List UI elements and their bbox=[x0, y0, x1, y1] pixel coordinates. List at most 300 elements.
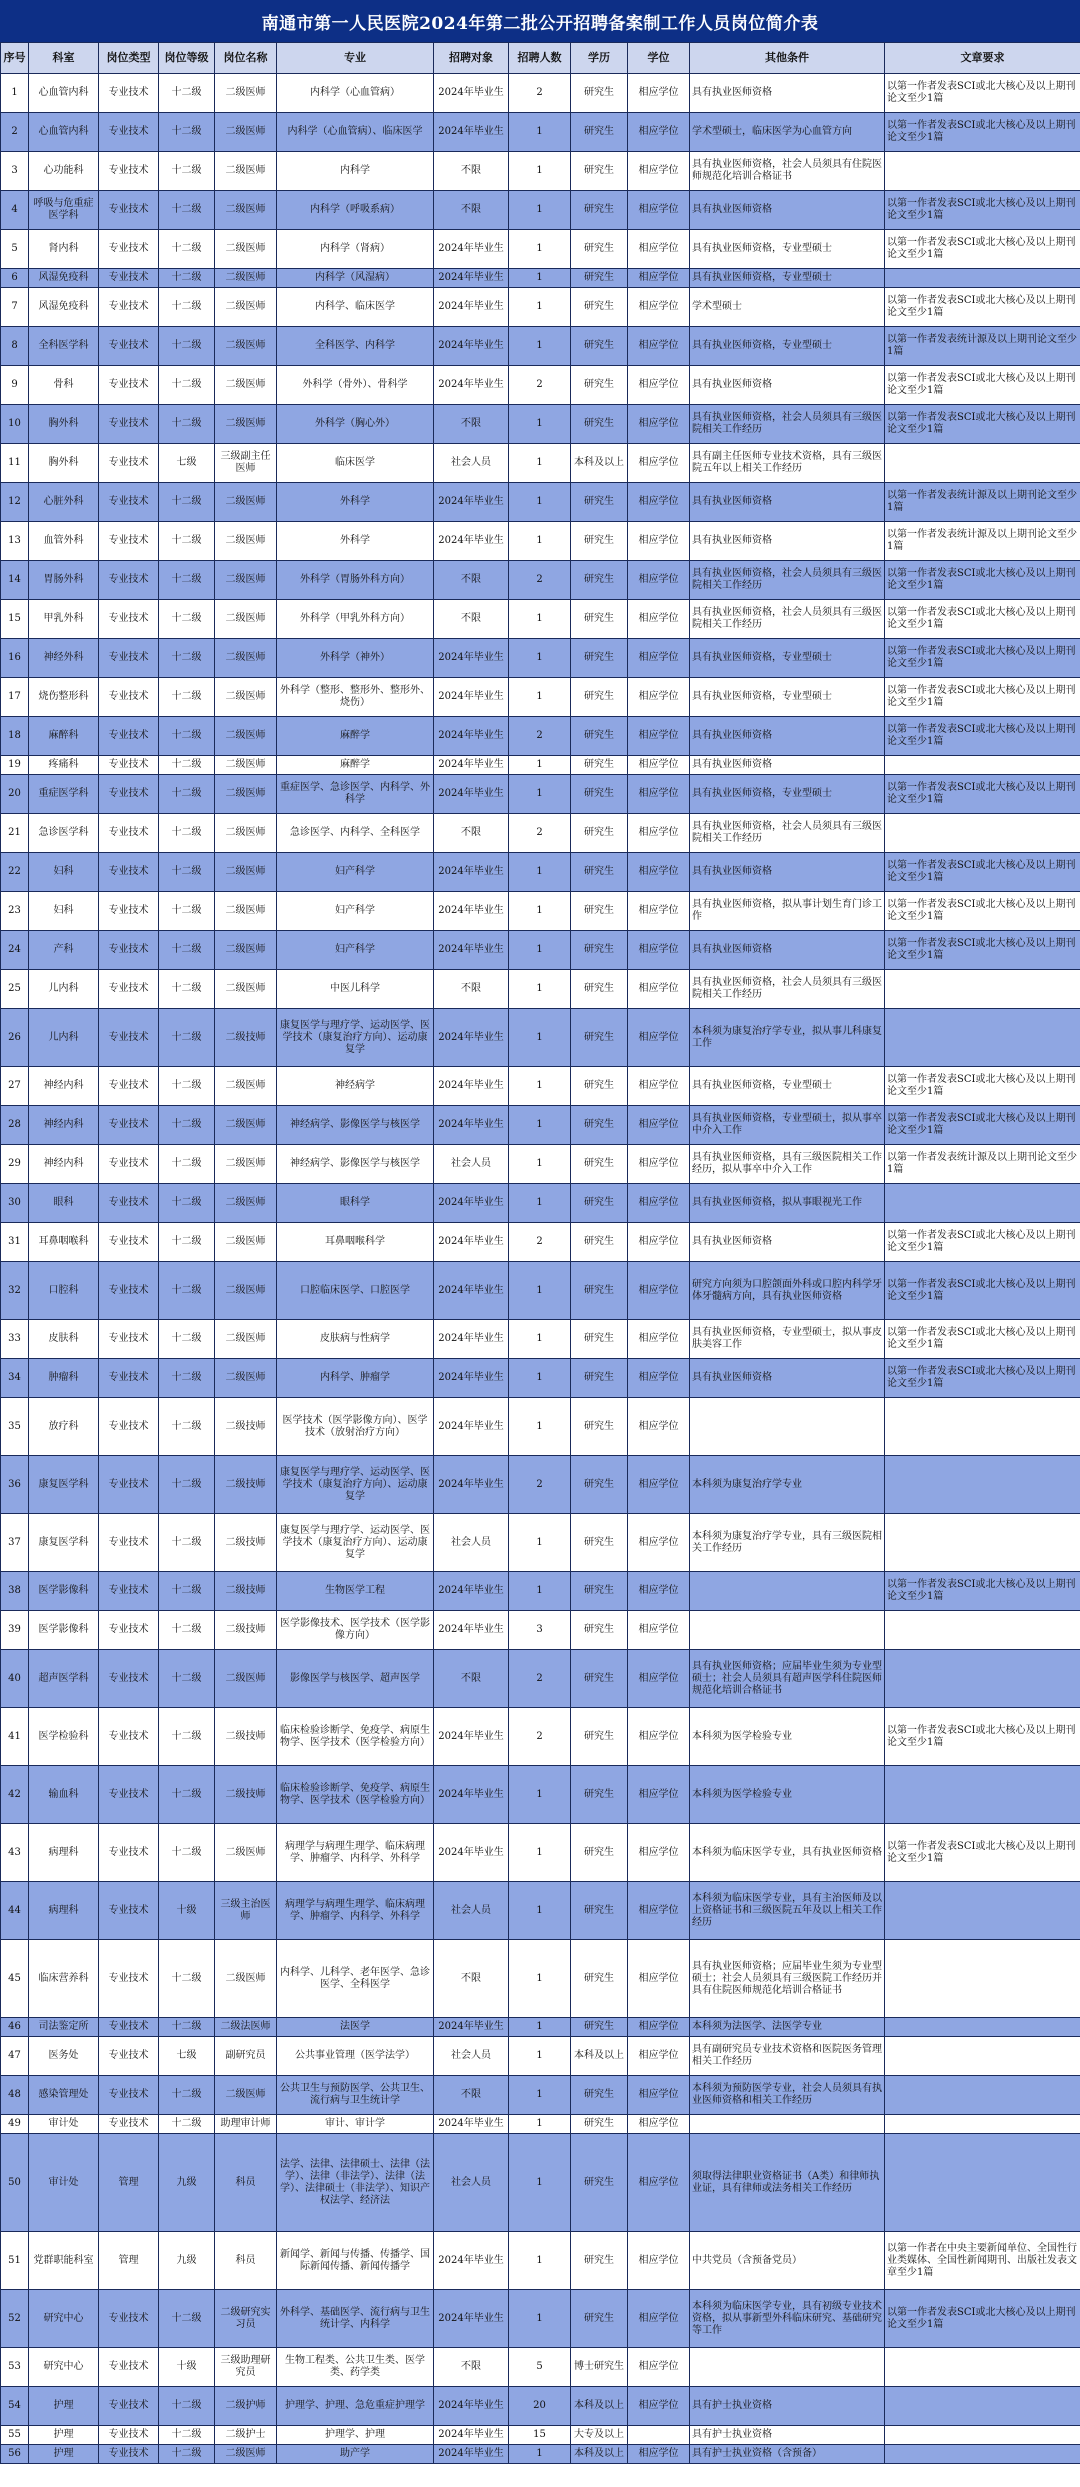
cell-major: 麻醉学 bbox=[277, 756, 434, 775]
cell-education: 研究生 bbox=[571, 678, 628, 717]
cell-post-name: 三级助理研究员 bbox=[215, 2348, 277, 2387]
cell-major: 外科学（甲乳外科方向） bbox=[277, 600, 434, 639]
cell-other: 本科须为康复治疗学专业 bbox=[690, 1456, 885, 1514]
cell-post-grade: 十二级 bbox=[159, 892, 215, 931]
table-row bbox=[1, 1611, 1080, 1650]
position-table bbox=[0, 42, 1080, 2464]
cell-major: 护理学、护理 bbox=[277, 2426, 434, 2445]
cell-degree: 相应学位 bbox=[628, 931, 690, 970]
cell-index: 35 bbox=[1, 1398, 29, 1456]
cell-index: 54 bbox=[1, 2387, 29, 2426]
cell-major: 内科学、临床医学 bbox=[277, 288, 434, 327]
cell-article: 以第一作者发表SCI或北大核心及以上期刊论文至少1篇 bbox=[885, 639, 1080, 678]
cell-index: 10 bbox=[1, 405, 29, 444]
cell-target: 2024年毕业生 bbox=[434, 775, 509, 814]
cell-index: 9 bbox=[1, 366, 29, 405]
cell-other: 本科须为临床医学专业，具有执业医师资格 bbox=[690, 1824, 885, 1882]
cell-post-type: 专业技术 bbox=[99, 2076, 159, 2115]
cell-other: 具有执业医师资格 bbox=[690, 853, 885, 892]
cell-target: 不限 bbox=[434, 191, 509, 230]
cell-post-grade: 十二级 bbox=[159, 1650, 215, 1708]
cell-target: 不限 bbox=[434, 152, 509, 191]
cell-count: 1 bbox=[509, 1398, 571, 1456]
table-row bbox=[1, 2018, 1080, 2037]
cell-major: 公共事业管理（医学法学） bbox=[277, 2037, 434, 2076]
cell-degree: 相应学位 bbox=[628, 970, 690, 1009]
cell-post-type: 专业技术 bbox=[99, 1106, 159, 1145]
cell-post-name: 三级副主任医师 bbox=[215, 444, 277, 483]
cell-count: 2 bbox=[509, 74, 571, 113]
cell-count: 1 bbox=[509, 2290, 571, 2348]
cell-count: 2 bbox=[509, 1708, 571, 1766]
cell-count: 1 bbox=[509, 678, 571, 717]
cell-degree: 相应学位 bbox=[628, 2290, 690, 2348]
cell-major: 病理学与病理生理学、临床病理学、肿瘤学、内科学、外科学 bbox=[277, 1824, 434, 1882]
cell-index: 14 bbox=[1, 561, 29, 600]
table-row bbox=[1, 561, 1080, 600]
cell-department: 医学影像科 bbox=[29, 1572, 99, 1611]
cell-post-grade: 九级 bbox=[159, 2134, 215, 2232]
cell-post-name: 二级医师 bbox=[215, 1106, 277, 1145]
cell-post-type: 专业技术 bbox=[99, 931, 159, 970]
cell-post-grade: 十二级 bbox=[159, 1766, 215, 1824]
cell-department: 耳鼻咽喉科 bbox=[29, 1223, 99, 1262]
cell-department: 医学影像科 bbox=[29, 1611, 99, 1650]
cell-other: 本科须为预防医学专业，社会人员须具有执业医师资格和相关工作经历 bbox=[690, 2076, 885, 2115]
cell-article: 以第一作者发表SCI或北大核心及以上期刊论文至少1篇 bbox=[885, 405, 1080, 444]
cell-other bbox=[690, 2115, 885, 2134]
cell-other: 具有执业医师资格，专业型硕士 bbox=[690, 639, 885, 678]
cell-degree: 相应学位 bbox=[628, 756, 690, 775]
cell-degree: 相应学位 bbox=[628, 678, 690, 717]
cell-degree: 相应学位 bbox=[628, 191, 690, 230]
table-row bbox=[1, 366, 1080, 405]
cell-other: 具有执业医师资格 bbox=[690, 717, 885, 756]
cell-education: 大专及以上 bbox=[571, 2426, 628, 2445]
cell-department: 神经内科 bbox=[29, 1067, 99, 1106]
cell-index: 8 bbox=[1, 327, 29, 366]
cell-post-name: 二级医师 bbox=[215, 1320, 277, 1359]
cell-department: 病理科 bbox=[29, 1882, 99, 1940]
table-row bbox=[1, 269, 1080, 288]
cell-count: 1 bbox=[509, 1009, 571, 1067]
cell-count: 1 bbox=[509, 288, 571, 327]
cell-degree: 相应学位 bbox=[628, 1223, 690, 1262]
cell-index: 55 bbox=[1, 2426, 29, 2445]
cell-degree: 相应学位 bbox=[628, 2387, 690, 2426]
cell-degree: 相应学位 bbox=[628, 775, 690, 814]
cell-count: 1 bbox=[509, 756, 571, 775]
cell-major: 临床检验诊断学、免疫学、病原生物学、医学技术（医学检验方向） bbox=[277, 1708, 434, 1766]
cell-post-type: 专业技术 bbox=[99, 1067, 159, 1106]
cell-count: 1 bbox=[509, 152, 571, 191]
cell-post-grade: 十二级 bbox=[159, 191, 215, 230]
cell-count: 2 bbox=[509, 1456, 571, 1514]
cell-other: 本科须为医学检验专业 bbox=[690, 1766, 885, 1824]
cell-post-grade: 十二级 bbox=[159, 2076, 215, 2115]
cell-post-grade: 十二级 bbox=[159, 113, 215, 152]
cell-post-grade: 十二级 bbox=[159, 1708, 215, 1766]
cell-post-name: 二级技师 bbox=[215, 1456, 277, 1514]
cell-other: 具有护士执业资格 bbox=[690, 2426, 885, 2445]
cell-degree: 相应学位 bbox=[628, 230, 690, 269]
cell-target: 2024年毕业生 bbox=[434, 931, 509, 970]
cell-degree: 相应学位 bbox=[628, 405, 690, 444]
cell-department: 皮肤科 bbox=[29, 1320, 99, 1359]
cell-degree: 相应学位 bbox=[628, 717, 690, 756]
table-row bbox=[1, 2348, 1080, 2387]
cell-degree: 相应学位 bbox=[628, 814, 690, 853]
cell-department: 血管外科 bbox=[29, 522, 99, 561]
cell-other: 具有执业医师资格，社会人员须具有三级医院相关工作经历 bbox=[690, 600, 885, 639]
table-row bbox=[1, 288, 1080, 327]
cell-degree: 相应学位 bbox=[628, 892, 690, 931]
cell-article: 以第一作者发表SCI或北大核心及以上期刊论文至少1篇 bbox=[885, 191, 1080, 230]
cell-department: 呼吸与危重症医学科 bbox=[29, 191, 99, 230]
cell-post-grade: 十二级 bbox=[159, 1456, 215, 1514]
cell-target: 2024年毕业生 bbox=[434, 1320, 509, 1359]
cell-count: 1 bbox=[509, 269, 571, 288]
header-col-degree: 学位 bbox=[628, 43, 690, 74]
cell-other: 具有执业医师资格，专业型硕士 bbox=[690, 1067, 885, 1106]
cell-article: 以第一作者发表SCI或北大核心及以上期刊论文至少1篇 bbox=[885, 74, 1080, 113]
cell-target: 不限 bbox=[434, 405, 509, 444]
cell-target: 不限 bbox=[434, 561, 509, 600]
cell-count: 2 bbox=[509, 1650, 571, 1708]
cell-article: 以第一作者发表SCI或北大核心及以上期刊论文至少1篇 bbox=[885, 1359, 1080, 1398]
cell-count: 2 bbox=[509, 561, 571, 600]
cell-post-name: 二级医师 bbox=[215, 756, 277, 775]
cell-department: 胸外科 bbox=[29, 444, 99, 483]
cell-post-type: 管理 bbox=[99, 2134, 159, 2232]
table-row bbox=[1, 152, 1080, 191]
cell-target: 社会人员 bbox=[434, 1514, 509, 1572]
cell-education: 研究生 bbox=[571, 1009, 628, 1067]
table-row bbox=[1, 678, 1080, 717]
cell-department: 审计处 bbox=[29, 2115, 99, 2134]
cell-post-name: 二级医师 bbox=[215, 269, 277, 288]
cell-index: 4 bbox=[1, 191, 29, 230]
table-row bbox=[1, 1223, 1080, 1262]
cell-count: 1 bbox=[509, 444, 571, 483]
cell-other: 本科须为康复治疗学专业，拟从事儿科康复工作 bbox=[690, 1009, 885, 1067]
cell-department: 党群职能科室 bbox=[29, 2232, 99, 2290]
cell-other: 具有执业医师资格，社会人员须具有三级医院相关工作经历 bbox=[690, 561, 885, 600]
table-row bbox=[1, 522, 1080, 561]
cell-post-name: 二级医师 bbox=[215, 366, 277, 405]
cell-other: 具有执业医师资格 bbox=[690, 1223, 885, 1262]
cell-major: 神经病学 bbox=[277, 1067, 434, 1106]
table-row bbox=[1, 931, 1080, 970]
cell-post-grade: 十二级 bbox=[159, 678, 215, 717]
cell-post-name: 二级医师 bbox=[215, 74, 277, 113]
cell-post-name: 二级护士 bbox=[215, 2426, 277, 2445]
cell-target: 2024年毕业生 bbox=[434, 1824, 509, 1882]
cell-post-name: 二级技师 bbox=[215, 1611, 277, 1650]
cell-count: 2 bbox=[509, 814, 571, 853]
cell-count: 1 bbox=[509, 522, 571, 561]
cell-other: 具有执业医师资格 bbox=[690, 931, 885, 970]
cell-department: 研究中心 bbox=[29, 2290, 99, 2348]
table-row bbox=[1, 444, 1080, 483]
cell-education: 研究生 bbox=[571, 1611, 628, 1650]
cell-count: 1 bbox=[509, 1359, 571, 1398]
cell-count: 15 bbox=[509, 2426, 571, 2445]
cell-post-name: 二级医师 bbox=[215, 191, 277, 230]
cell-major: 妇产科学 bbox=[277, 892, 434, 931]
cell-post-type: 专业技术 bbox=[99, 2445, 159, 2464]
cell-index: 53 bbox=[1, 2348, 29, 2387]
cell-article: 以第一作者发表SCI或北大核心及以上期刊论文至少1篇 bbox=[885, 230, 1080, 269]
cell-degree: 相应学位 bbox=[628, 152, 690, 191]
cell-post-type: 专业技术 bbox=[99, 892, 159, 931]
cell-count: 1 bbox=[509, 970, 571, 1009]
cell-index: 29 bbox=[1, 1145, 29, 1184]
cell-post-grade: 十二级 bbox=[159, 483, 215, 522]
cell-department: 风湿免疫科 bbox=[29, 288, 99, 327]
cell-department: 甲乳外科 bbox=[29, 600, 99, 639]
cell-degree: 相应学位 bbox=[628, 74, 690, 113]
cell-education: 研究生 bbox=[571, 1359, 628, 1398]
cell-major: 公共卫生与预防医学、公共卫生、流行病与卫生统计学 bbox=[277, 2076, 434, 2115]
cell-department: 医学检验科 bbox=[29, 1708, 99, 1766]
cell-post-grade: 十二级 bbox=[159, 775, 215, 814]
cell-post-type: 专业技术 bbox=[99, 1398, 159, 1456]
cell-post-name: 二级医师 bbox=[215, 1184, 277, 1223]
cell-major: 病理学与病理生理学、临床病理学、肿瘤学、内科学、外科学 bbox=[277, 1882, 434, 1940]
cell-post-grade: 十级 bbox=[159, 1882, 215, 1940]
cell-post-grade: 十级 bbox=[159, 2348, 215, 2387]
cell-education: 研究生 bbox=[571, 814, 628, 853]
cell-count: 20 bbox=[509, 2387, 571, 2426]
cell-article bbox=[885, 1611, 1080, 1650]
cell-education: 研究生 bbox=[571, 288, 628, 327]
cell-post-name: 二级医师 bbox=[215, 1650, 277, 1708]
cell-post-grade: 十二级 bbox=[159, 288, 215, 327]
table-row bbox=[1, 2134, 1080, 2232]
cell-post-name: 二级医师 bbox=[215, 561, 277, 600]
cell-target: 2024年毕业生 bbox=[434, 2232, 509, 2290]
cell-index: 16 bbox=[1, 639, 29, 678]
cell-post-type: 专业技术 bbox=[99, 2348, 159, 2387]
cell-index: 11 bbox=[1, 444, 29, 483]
cell-other: 研究方向须为口腔颌面外科或口腔内科学牙体牙髓病方向，具有执业医师资格 bbox=[690, 1262, 885, 1320]
table-row bbox=[1, 1398, 1080, 1456]
cell-target: 2024年毕业生 bbox=[434, 269, 509, 288]
cell-target: 2024年毕业生 bbox=[434, 756, 509, 775]
cell-education: 研究生 bbox=[571, 1456, 628, 1514]
cell-post-name: 二级技师 bbox=[215, 1009, 277, 1067]
cell-major: 临床检验诊断学、免疫学、病原生物学、医学技术（医学检验方向） bbox=[277, 1766, 434, 1824]
table-row bbox=[1, 775, 1080, 814]
table-row bbox=[1, 2115, 1080, 2134]
cell-index: 2 bbox=[1, 113, 29, 152]
cell-other bbox=[690, 1611, 885, 1650]
cell-degree: 相应学位 bbox=[628, 2134, 690, 2232]
cell-education: 研究生 bbox=[571, 775, 628, 814]
cell-department: 疼痛科 bbox=[29, 756, 99, 775]
cell-degree: 相应学位 bbox=[628, 1572, 690, 1611]
cell-post-grade: 十二级 bbox=[159, 1824, 215, 1882]
cell-article: 以第一作者发表统计源及以上期刊论文至少1篇 bbox=[885, 522, 1080, 561]
cell-article: 以第一作者发表SCI或北大核心及以上期刊论文至少1篇 bbox=[885, 288, 1080, 327]
cell-other: 学术型硕士 bbox=[690, 288, 885, 327]
cell-post-grade: 十二级 bbox=[159, 2290, 215, 2348]
cell-education: 研究生 bbox=[571, 1514, 628, 1572]
cell-education: 研究生 bbox=[571, 561, 628, 600]
header-col-post-type: 岗位类型 bbox=[99, 43, 159, 74]
cell-article bbox=[885, 2076, 1080, 2115]
cell-post-name: 二级医师 bbox=[215, 931, 277, 970]
cell-count: 5 bbox=[509, 2348, 571, 2387]
cell-major: 护理学、护理、急危重症护理学 bbox=[277, 2387, 434, 2426]
cell-post-grade: 十二级 bbox=[159, 756, 215, 775]
cell-post-grade: 十二级 bbox=[159, 1067, 215, 1106]
cell-post-type: 专业技术 bbox=[99, 678, 159, 717]
cell-other: 具有执业医师资格，专业型硕士 bbox=[690, 775, 885, 814]
cell-department: 神经内科 bbox=[29, 1106, 99, 1145]
cell-target: 2024年毕业生 bbox=[434, 1359, 509, 1398]
cell-count: 1 bbox=[509, 1145, 571, 1184]
table-row bbox=[1, 717, 1080, 756]
cell-post-name: 二级医师 bbox=[215, 814, 277, 853]
cell-other: 具有执业医师资格，专业型硕士，拟从事卒中介入工作 bbox=[690, 1106, 885, 1145]
cell-education: 研究生 bbox=[571, 2290, 628, 2348]
cell-degree: 相应学位 bbox=[628, 2115, 690, 2134]
header-col-department: 科室 bbox=[29, 43, 99, 74]
cell-education: 研究生 bbox=[571, 405, 628, 444]
table-row bbox=[1, 2290, 1080, 2348]
cell-index: 32 bbox=[1, 1262, 29, 1320]
cell-index: 47 bbox=[1, 2037, 29, 2076]
cell-education: 研究生 bbox=[571, 327, 628, 366]
cell-other: 中共党员（含预备党员） bbox=[690, 2232, 885, 2290]
cell-degree: 相应学位 bbox=[628, 1766, 690, 1824]
cell-other: 具有执业医师资格，专业型硕士 bbox=[690, 678, 885, 717]
cell-post-type: 专业技术 bbox=[99, 366, 159, 405]
cell-target: 社会人员 bbox=[434, 2037, 509, 2076]
cell-other: 本科须为临床医学专业，具有初级专业技术资格，拟从事新型外科临床研究、基础研究等工作 bbox=[690, 2290, 885, 2348]
cell-other: 本科须为法医学、法医学专业 bbox=[690, 2018, 885, 2037]
table-row bbox=[1, 756, 1080, 775]
cell-index: 46 bbox=[1, 2018, 29, 2037]
cell-index: 31 bbox=[1, 1223, 29, 1262]
cell-department: 急诊医学科 bbox=[29, 814, 99, 853]
cell-post-name: 二级医师 bbox=[215, 717, 277, 756]
cell-other: 本科须为医学检验专业 bbox=[690, 1708, 885, 1766]
cell-degree: 相应学位 bbox=[628, 2445, 690, 2464]
cell-post-name: 助理审计师 bbox=[215, 2115, 277, 2134]
cell-major: 医学技术（医学影像方向）、医学技术（放射治疗方向） bbox=[277, 1398, 434, 1456]
cell-index: 5 bbox=[1, 230, 29, 269]
cell-article bbox=[885, 970, 1080, 1009]
cell-target: 社会人员 bbox=[434, 1145, 509, 1184]
cell-count: 1 bbox=[509, 775, 571, 814]
cell-major: 内科学、儿科学、老年医学、急诊医学、全科医学 bbox=[277, 1940, 434, 2018]
cell-department: 心功能科 bbox=[29, 152, 99, 191]
cell-department: 审计处 bbox=[29, 2134, 99, 2232]
cell-post-type: 专业技术 bbox=[99, 717, 159, 756]
cell-education: 研究生 bbox=[571, 269, 628, 288]
cell-degree: 相应学位 bbox=[628, 269, 690, 288]
cell-post-type: 专业技术 bbox=[99, 327, 159, 366]
cell-index: 22 bbox=[1, 853, 29, 892]
cell-post-grade: 十二级 bbox=[159, 2426, 215, 2445]
cell-other: 具有执业医师资格，专业型硕士 bbox=[690, 230, 885, 269]
cell-education: 研究生 bbox=[571, 191, 628, 230]
cell-major: 法学、法律、法律硕士、法律（法学）、法律（非法学）、法律（法学）、法律硕士（非法学）、知识产权法学、经济法 bbox=[277, 2134, 434, 2232]
cell-education: 本科及以上 bbox=[571, 444, 628, 483]
cell-index: 26 bbox=[1, 1009, 29, 1067]
cell-article: 以第一作者发表SCI或北大核心及以上期刊论文至少1篇 bbox=[885, 1067, 1080, 1106]
cell-target: 2024年毕业生 bbox=[434, 327, 509, 366]
header-col-other: 其他条件 bbox=[690, 43, 885, 74]
cell-target: 2024年毕业生 bbox=[434, 113, 509, 152]
cell-article: 以第一作者在中央主要新闻单位、全国性行业类媒体、全国性新闻期刊、出版社发表文章至少1篇 bbox=[885, 2232, 1080, 2290]
cell-target: 不限 bbox=[434, 1940, 509, 2018]
cell-major: 新闻学、新闻与传播、传播学、国际新闻传播、新闻传播学 bbox=[277, 2232, 434, 2290]
cell-education: 研究生 bbox=[571, 717, 628, 756]
cell-post-type: 专业技术 bbox=[99, 1262, 159, 1320]
cell-post-type: 专业技术 bbox=[99, 444, 159, 483]
cell-department: 儿内科 bbox=[29, 1009, 99, 1067]
cell-post-type: 专业技术 bbox=[99, 561, 159, 600]
cell-post-name: 二级医师 bbox=[215, 853, 277, 892]
cell-degree: 相应学位 bbox=[628, 2232, 690, 2290]
cell-article: 以第一作者发表统计源及以上期刊论文至少1篇 bbox=[885, 1145, 1080, 1184]
header-col-article: 文章要求 bbox=[885, 43, 1080, 74]
cell-target: 2024年毕业生 bbox=[434, 678, 509, 717]
cell-department: 妇科 bbox=[29, 892, 99, 931]
cell-department: 心脏外科 bbox=[29, 483, 99, 522]
cell-target: 2024年毕业生 bbox=[434, 230, 509, 269]
cell-post-name: 二级医师 bbox=[215, 327, 277, 366]
cell-post-name: 二级医师 bbox=[215, 678, 277, 717]
cell-article bbox=[885, 1456, 1080, 1514]
cell-degree: 相应学位 bbox=[628, 1824, 690, 1882]
cell-target: 2024年毕业生 bbox=[434, 2115, 509, 2134]
cell-education: 研究生 bbox=[571, 152, 628, 191]
cell-post-type: 专业技术 bbox=[99, 2426, 159, 2445]
page-title: 南通市第一人民医院2024年第二批公开招聘备案制工作人员岗位简介表 bbox=[0, 0, 1080, 42]
cell-department: 麻醉科 bbox=[29, 717, 99, 756]
cell-post-type: 专业技术 bbox=[99, 775, 159, 814]
cell-article bbox=[885, 2348, 1080, 2387]
cell-department: 护理 bbox=[29, 2426, 99, 2445]
cell-post-name: 二级研究实习员 bbox=[215, 2290, 277, 2348]
cell-department: 肿瘤科 bbox=[29, 1359, 99, 1398]
cell-post-type: 专业技术 bbox=[99, 483, 159, 522]
cell-index: 56 bbox=[1, 2445, 29, 2464]
cell-other: 须取得法律职业资格证书（A类）和律师执业证，具有律师或法务相关工作经历 bbox=[690, 2134, 885, 2232]
cell-target: 2024年毕业生 bbox=[434, 892, 509, 931]
table-row bbox=[1, 2037, 1080, 2076]
cell-article bbox=[885, 756, 1080, 775]
cell-article: 以第一作者发表SCI或北大核心及以上期刊论文至少1篇 bbox=[885, 1106, 1080, 1145]
cell-post-type: 专业技术 bbox=[99, 2037, 159, 2076]
cell-count: 1 bbox=[509, 483, 571, 522]
cell-post-name: 二级医师 bbox=[215, 775, 277, 814]
table-row bbox=[1, 1766, 1080, 1824]
cell-post-grade: 十二级 bbox=[159, 152, 215, 191]
cell-target: 2024年毕业生 bbox=[434, 717, 509, 756]
table-row bbox=[1, 1009, 1080, 1067]
cell-post-type: 专业技术 bbox=[99, 1766, 159, 1824]
cell-target: 2024年毕业生 bbox=[434, 2387, 509, 2426]
cell-count: 1 bbox=[509, 1824, 571, 1882]
cell-education: 研究生 bbox=[571, 522, 628, 561]
cell-other: 具有执业医师资格 bbox=[690, 191, 885, 230]
